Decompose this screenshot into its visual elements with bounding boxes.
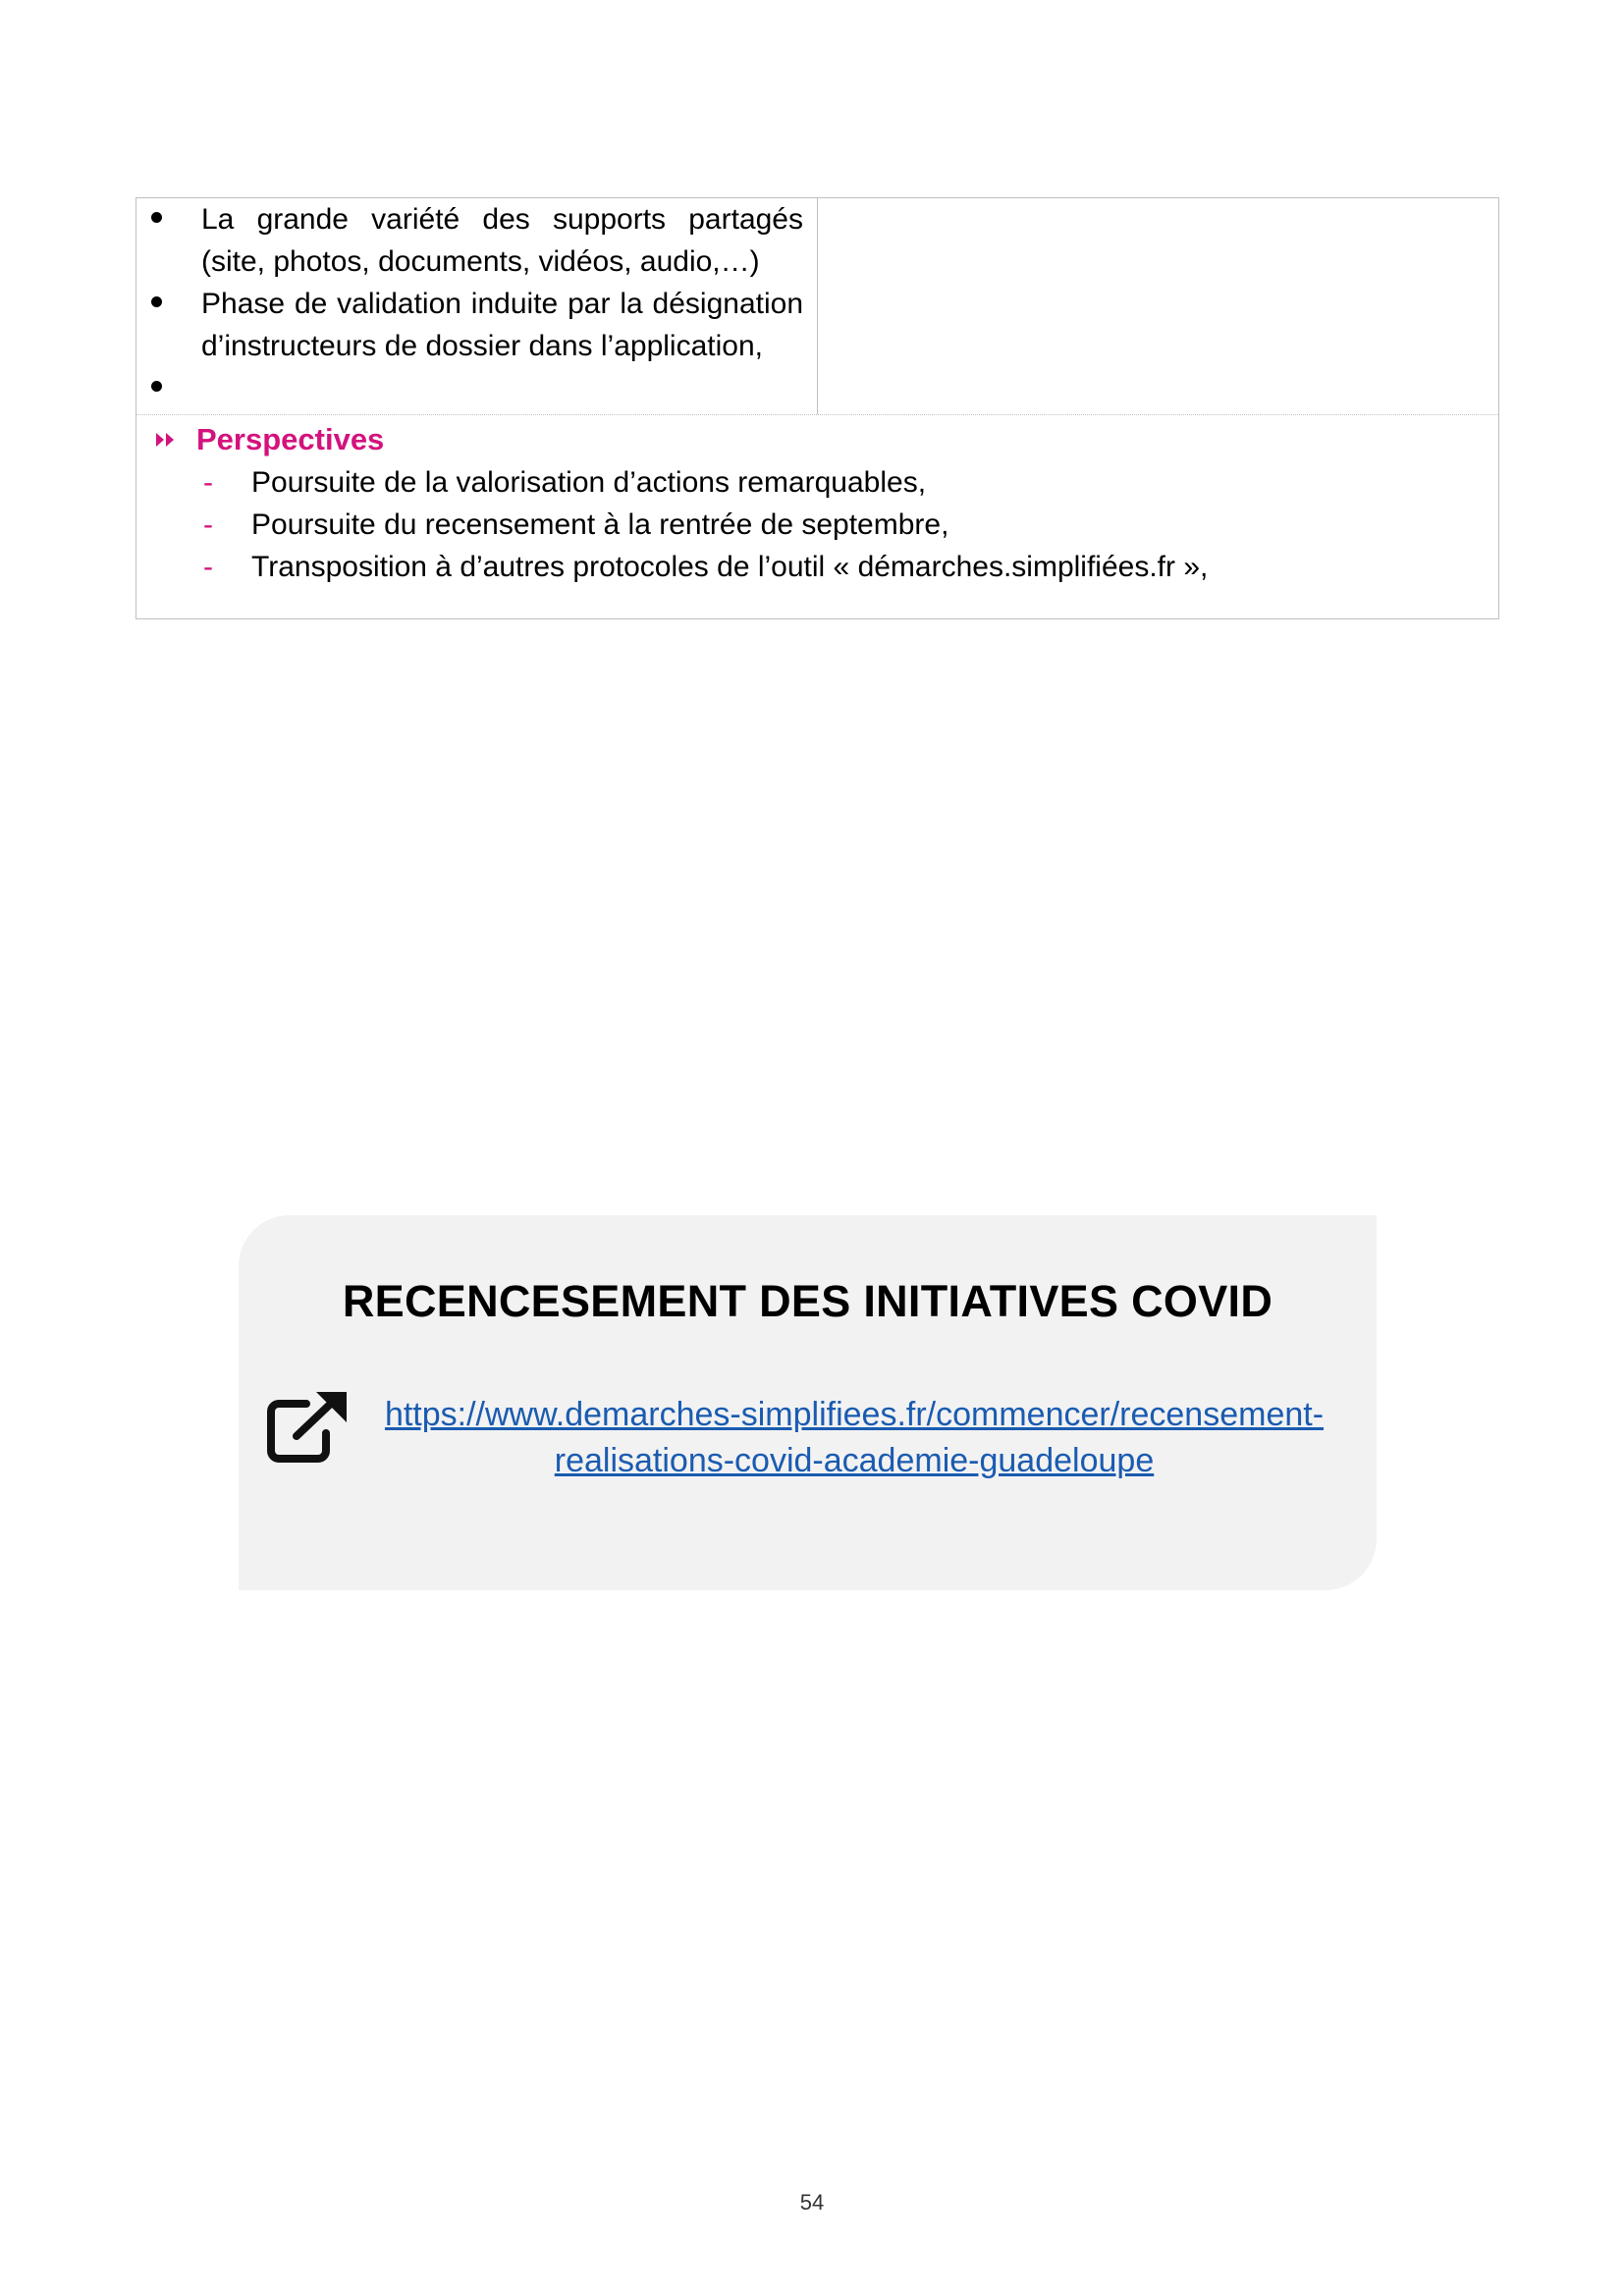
- dash-marker: -: [203, 466, 213, 499]
- bullet-list: [136, 198, 817, 409]
- list-item-text: Transposition à d’autres protocoles de l’outil « démarches.simplifiées.fr »,: [251, 551, 1209, 583]
- table-cell-left: [136, 198, 818, 414]
- list-item: [136, 367, 817, 409]
- perspectives-heading: [155, 420, 384, 459]
- external-link-icon[interactable]: [267, 1390, 352, 1466]
- dash-marker: -: [203, 551, 213, 583]
- list-item: [136, 198, 817, 283]
- double-chevron-right-icon: [155, 432, 177, 448]
- link-url-line1[interactable]: https://www.demarches-simplifiees.fr/commencer/recensement-: [384, 1396, 1325, 1433]
- list-item: [136, 461, 1498, 504]
- perspectives-list: [136, 461, 1498, 588]
- table-cell-right: [817, 198, 1498, 414]
- card-title: RECENCESEMENT DES INITIATIVES COVID: [342, 1276, 1273, 1326]
- list-item-text: Poursuite du recensement à la rentrée de septembre,: [251, 508, 949, 541]
- table-row: [136, 414, 1498, 618]
- list-item: [136, 546, 1498, 588]
- list-item-text: Poursuite de la valorisation d’actions remarquables,: [251, 466, 927, 499]
- summary-table: [135, 197, 1499, 619]
- page-number: 54: [799, 2190, 825, 2215]
- list-item-text: (site, photos, documents, vidéos, audio,…): [201, 245, 760, 278]
- link-url-line2[interactable]: realisations-covid-academie-guadeloupe: [554, 1442, 1155, 1479]
- perspectives-title: Perspectives: [196, 422, 385, 456]
- list-item-text: Phase de validation induite par la désignation: [201, 288, 803, 320]
- list-item-text: La grande variété des supports partagés: [201, 203, 803, 236]
- list-item: [136, 283, 817, 367]
- dash-marker: -: [203, 508, 213, 541]
- list-item-text: d’instructeurs de dossier dans l’application,: [201, 330, 763, 362]
- link-card: [239, 1215, 1377, 1590]
- bullet-icon: [151, 381, 162, 392]
- table-row: [136, 198, 1498, 415]
- bullet-icon: [151, 296, 162, 307]
- list-item: [136, 504, 1498, 546]
- bullet-icon: [151, 212, 162, 223]
